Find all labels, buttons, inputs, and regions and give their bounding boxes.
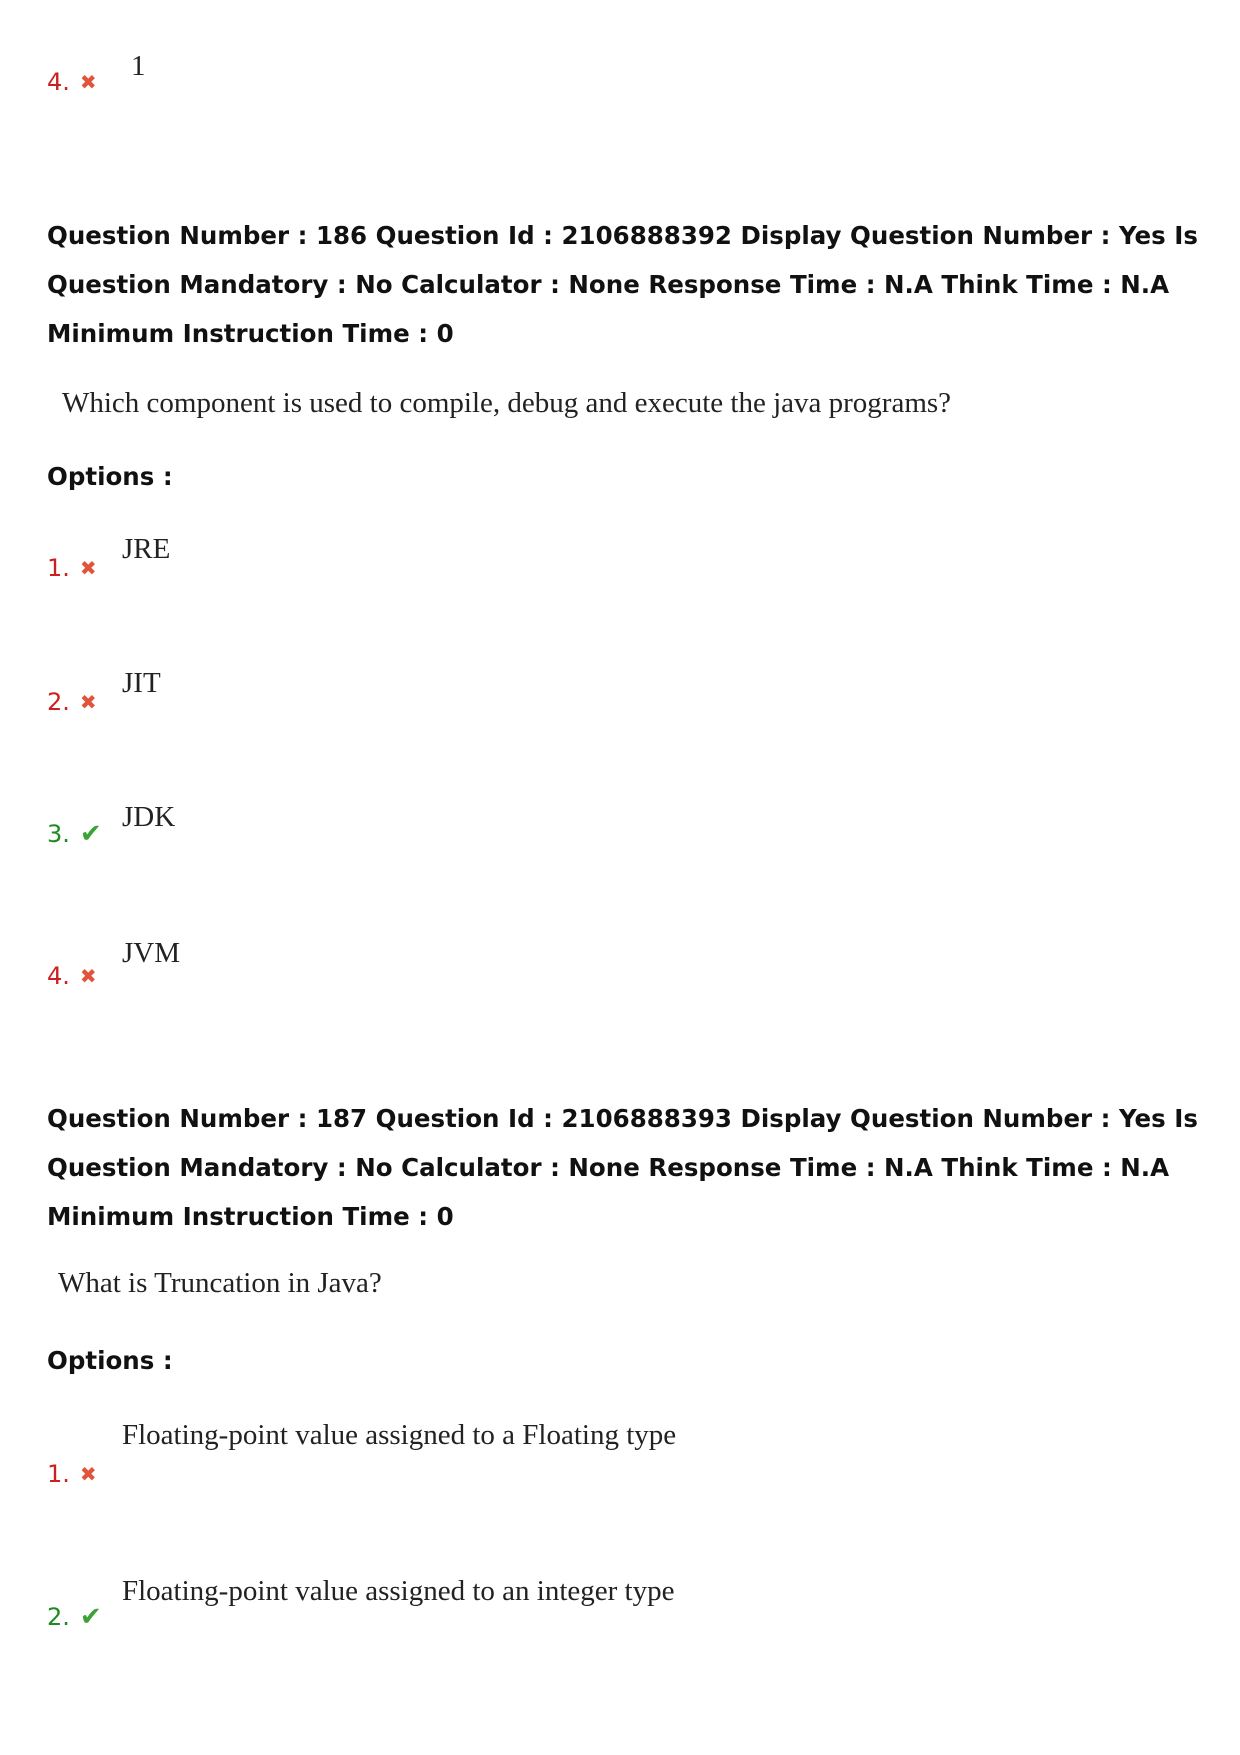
option-text: JVM bbox=[122, 937, 181, 969]
options-label: Options : bbox=[47, 462, 173, 491]
question-text: What is Truncation in Java? bbox=[58, 1267, 382, 1299]
prev-option-text: 1 bbox=[131, 50, 146, 82]
prev-option-number: 4. ✖ bbox=[47, 68, 97, 96]
cross-icon: ✖ bbox=[79, 556, 97, 580]
option-text: JIT bbox=[122, 667, 161, 699]
cross-icon: ✖ bbox=[79, 690, 97, 714]
question-meta: Question Number : 186 Question Id : 2106888392 Display Question Number : Yes Is Question Mandatory : No Calculator : None Response Time : N.A Think Time : N.A Minimum Instruction Time : 0 bbox=[47, 221, 1198, 348]
question-text: Which component is used to compile, debug and execute the java programs? bbox=[62, 387, 952, 419]
check-icon: ✔ bbox=[79, 1602, 102, 1632]
option-text: JRE bbox=[122, 533, 171, 565]
cross-icon: ✖ bbox=[79, 1462, 97, 1486]
cross-icon: ✖ bbox=[79, 70, 97, 94]
option-number: 1. ✖ bbox=[47, 1460, 97, 1488]
cross-icon: ✖ bbox=[79, 964, 97, 988]
option-number: 1. ✖ bbox=[47, 554, 97, 582]
option-number: 4. ✖ bbox=[47, 962, 97, 990]
option-text: JDK bbox=[122, 801, 176, 833]
option-number: 2. ✖ bbox=[47, 688, 97, 716]
option-text: Floating-point value assigned to a Floating type bbox=[122, 1419, 677, 1451]
option-text: Floating-point value assigned to an integer type bbox=[122, 1575, 675, 1607]
options-label: Options : bbox=[47, 1346, 173, 1375]
option-number: 2. ✔ bbox=[47, 1602, 102, 1632]
check-icon: ✔ bbox=[79, 819, 102, 849]
option-number: 3. ✔ bbox=[47, 819, 102, 849]
question-meta: Question Number : 187 Question Id : 2106888393 Display Question Number : Yes Is Question Mandatory : No Calculator : None Response Time : N.A Think Time : N.A Minimum Instruction Time : 0 bbox=[47, 1104, 1198, 1231]
